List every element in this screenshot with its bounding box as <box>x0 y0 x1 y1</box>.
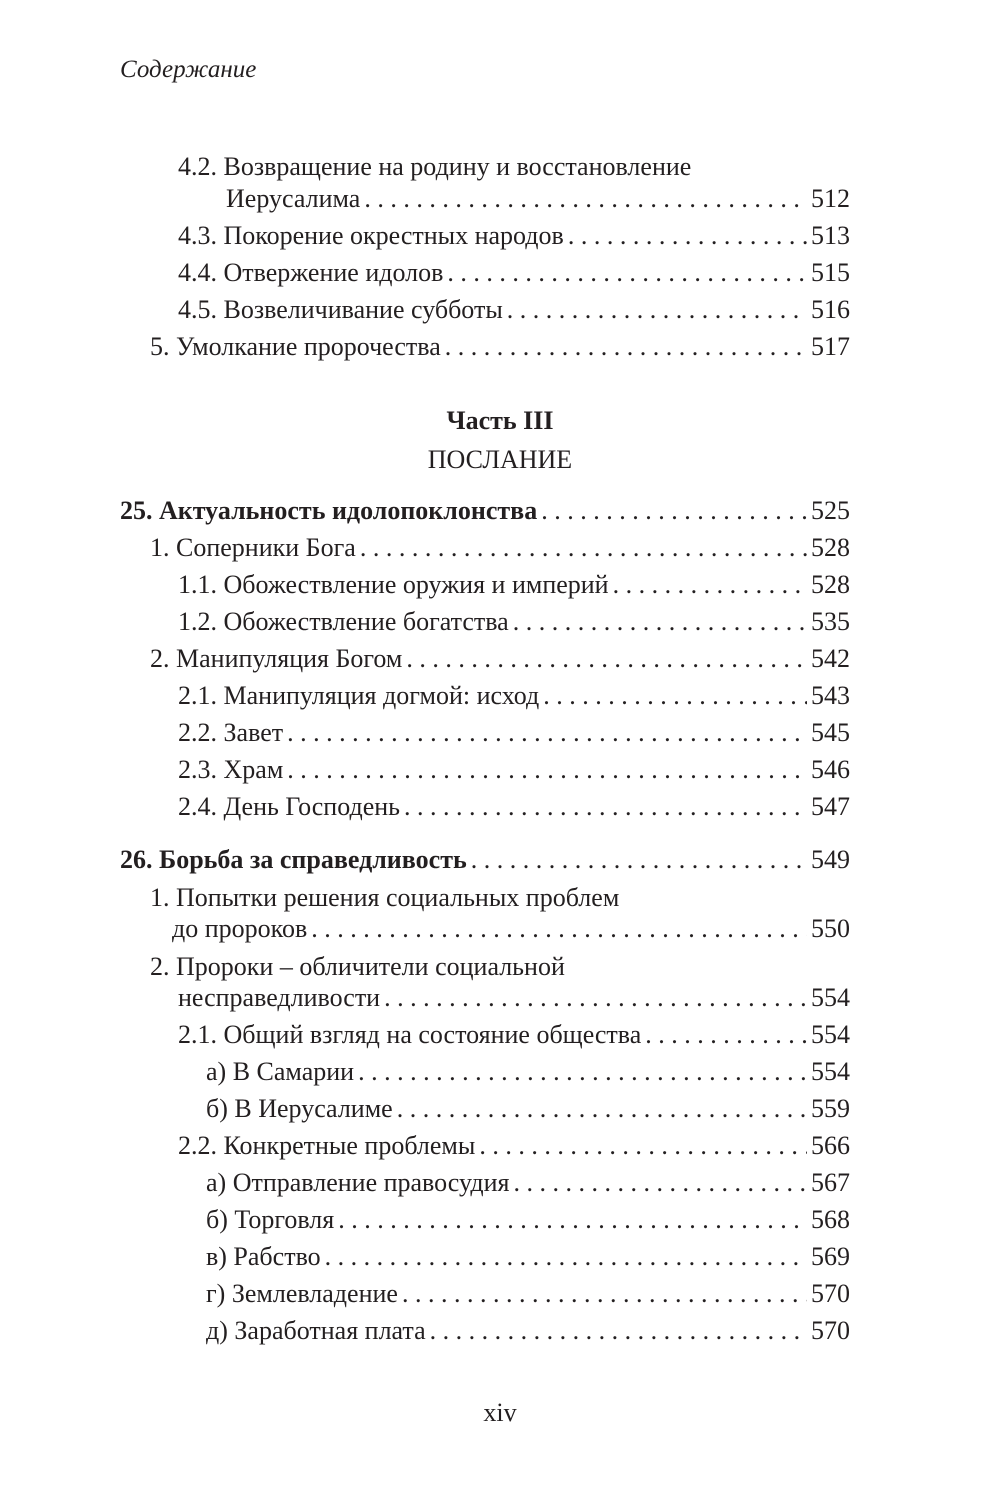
leader-dots <box>364 182 807 216</box>
toc-entry <box>206 1240 850 1274</box>
leader-dots <box>406 642 807 676</box>
toc-entry <box>178 605 850 639</box>
toc-entry-label: 1.2. Обожествление богатства <box>178 607 509 636</box>
toc-entry-label: г) Землевладение <box>206 1279 398 1308</box>
leader-dots <box>445 330 807 364</box>
toc-entry <box>206 1166 850 1200</box>
toc-entry <box>178 568 850 602</box>
leader-dots <box>287 716 807 750</box>
toc-entry-label: 4.4. Отвержение идолов <box>178 258 444 287</box>
toc-entry-page: 550 <box>811 914 850 943</box>
toc-entry-label: 5. Умолкание пророчества <box>150 332 441 361</box>
leader-dots <box>568 219 807 253</box>
toc-chapter <box>120 843 850 877</box>
leader-dots <box>338 1203 807 1237</box>
toc-entry-label: до пророков <box>172 914 308 943</box>
leader-dots <box>358 1055 807 1089</box>
toc-entry <box>206 1314 850 1348</box>
toc-entry-label: а) Отправление правосудия <box>206 1168 510 1197</box>
leader-dots <box>613 568 807 602</box>
leader-dots <box>479 1129 807 1163</box>
leader-dots <box>311 912 807 946</box>
toc-entry-label: Иерусалима <box>226 184 361 213</box>
toc-entry <box>178 1129 850 1163</box>
leader-dots <box>404 790 807 824</box>
toc-entry <box>178 293 850 327</box>
toc-entry <box>206 1277 850 1311</box>
toc-entry-label: 2.1. Манипуляция догмой: исход <box>178 681 540 710</box>
toc-entry-first-line: 4.2. Возвращение на родину и восстановление <box>178 152 692 181</box>
toc-entry-page: 566 <box>811 1131 850 1160</box>
toc-entry <box>178 716 850 750</box>
toc-entry-page: 570 <box>811 1279 850 1308</box>
toc-chapter-page: 549 <box>811 845 850 874</box>
toc-chapter-page: 525 <box>811 496 850 525</box>
toc-entry-label: 2.3. Храм <box>178 755 284 784</box>
toc-entry-page: 513 <box>811 221 850 250</box>
toc-entry-label: 4.5. Возвеличивание субботы <box>178 295 503 324</box>
toc-entry-page: 569 <box>811 1242 850 1271</box>
leader-dots <box>471 843 807 877</box>
toc-entry-label: а) В Самарии <box>206 1057 355 1086</box>
toc-entry <box>178 679 850 713</box>
toc-chapter-label: 25. Актуальность идолопоклонства <box>120 496 538 525</box>
leader-dots <box>513 1166 807 1200</box>
toc-entry-page: 535 <box>811 607 850 636</box>
toc-entry-page: 554 <box>811 983 850 1012</box>
toc-entry <box>226 182 850 216</box>
toc-entry <box>150 330 850 364</box>
toc-entry-page: 528 <box>811 570 850 599</box>
toc-entry-label: 2.2. Конкретные проблемы <box>178 1131 476 1160</box>
toc-entry-page: 528 <box>811 533 850 562</box>
toc-entry-page: 546 <box>811 755 850 784</box>
toc-entry <box>150 642 850 676</box>
toc-entry-label: 1.1. Обожествление оружия и империй <box>178 570 609 599</box>
toc-entry-label: д) Заработная плата <box>206 1316 426 1345</box>
toc-entry-page: 512 <box>811 184 850 213</box>
leader-dots <box>447 256 807 290</box>
toc-entry-label: 4.3. Покорение окрестных народов <box>178 221 564 250</box>
leader-dots <box>325 1240 807 1274</box>
part-title: ПОСЛАНИЕ <box>427 445 573 474</box>
toc-entry <box>178 256 850 290</box>
leader-dots <box>430 1314 807 1348</box>
leader-dots <box>543 679 807 713</box>
toc-entry <box>178 790 850 824</box>
leader-dots <box>384 981 807 1015</box>
leader-dots <box>507 293 807 327</box>
toc-chapter-label: 26. Борьба за справедливость <box>120 845 467 874</box>
leader-dots <box>397 1092 807 1126</box>
toc-entry-page: 542 <box>811 644 850 673</box>
toc-entry-label: 2.1. Общий взгляд на состояние общества <box>178 1020 642 1049</box>
toc-entry-page: 517 <box>811 332 850 361</box>
toc-entry <box>150 531 850 565</box>
leader-dots <box>513 605 807 639</box>
toc-entry-page: 515 <box>811 258 850 287</box>
leader-dots <box>360 531 807 565</box>
toc-entry-label: 2.4. День Господень <box>178 792 401 821</box>
part-number: Часть III <box>446 406 554 435</box>
toc-entry-page: 559 <box>811 1094 850 1123</box>
toc-entry-label: 1. Соперники Бога <box>150 533 356 562</box>
running-head: Содержание <box>120 56 257 83</box>
leader-dots <box>287 753 807 787</box>
toc-entry-page: 567 <box>811 1168 850 1197</box>
toc-entry-page: 554 <box>811 1020 850 1049</box>
toc-entry-label: б) В Иерусалиме <box>206 1094 393 1123</box>
toc-entry <box>178 219 850 253</box>
toc-entry-label: б) Торговля <box>206 1205 335 1234</box>
toc-entry <box>206 1203 850 1237</box>
toc-entry-page: 554 <box>811 1057 850 1086</box>
toc-entry <box>178 981 850 1015</box>
leader-dots <box>645 1018 807 1052</box>
leader-dots <box>402 1277 807 1311</box>
toc-entry-label: 2. Манипуляция Богом <box>150 644 403 673</box>
toc-entry-first-line: 2. Пророки – обличители социальной <box>150 952 565 981</box>
toc-entry <box>206 1092 850 1126</box>
toc-entry-page: 516 <box>811 295 850 324</box>
toc-entry-page: 568 <box>811 1205 850 1234</box>
leader-dots <box>541 494 807 528</box>
toc-entry-page: 547 <box>811 792 850 821</box>
page-number: xiv <box>483 1398 517 1427</box>
toc-entry-page: 570 <box>811 1316 850 1345</box>
toc-entry <box>172 912 850 946</box>
toc-chapter <box>120 494 850 528</box>
toc-entry <box>178 753 850 787</box>
toc-entry-page: 545 <box>811 718 850 747</box>
toc-entry-first-line: 1. Попытки решения социальных проблем <box>150 883 620 912</box>
toc-entry-label: в) Рабство <box>206 1242 321 1271</box>
toc-entry-page: 543 <box>811 681 850 710</box>
toc-entry <box>178 1018 850 1052</box>
toc-entry <box>206 1055 850 1089</box>
toc-entry-label: 2.2. Завет <box>178 718 284 747</box>
toc-entry-label: несправедливости <box>178 983 381 1012</box>
